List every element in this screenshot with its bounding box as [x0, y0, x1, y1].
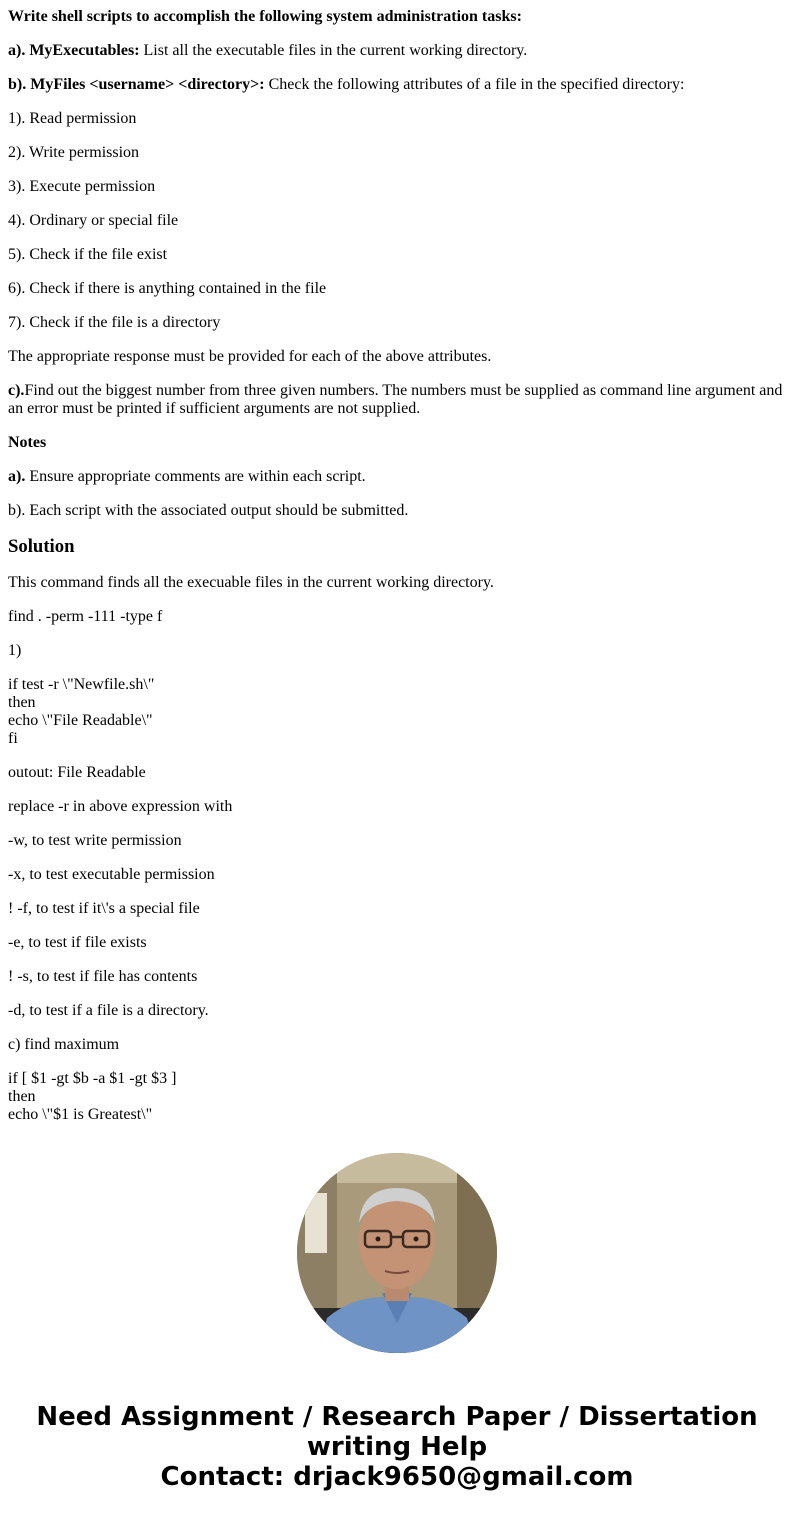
- replace-note: replace -r in above expression with: [8, 798, 233, 815]
- solution-heading: Solution: [8, 536, 75, 557]
- footer-banner: [0, 1402, 794, 1492]
- note-a: a). Ensure appropriate comments are within each script.: [8, 468, 366, 485]
- part-b: b). MyFiles <username> <directory>: Check the following attributes of a file in the specified directory:: [8, 76, 685, 93]
- author-avatar: [297, 1153, 497, 1353]
- code-line: if test -r \"Newfile.sh\": [8, 676, 155, 693]
- code-line: then: [8, 1088, 36, 1105]
- part-1-label: 1): [8, 642, 22, 659]
- option-item: ! -s, to test if file has contents: [8, 968, 198, 985]
- code-line: echo \"File Readable\": [8, 712, 153, 729]
- code-line: fi: [8, 730, 18, 747]
- footer-contact: Contact: drjack9650@gmail.com: [160, 1462, 634, 1492]
- code-line: if [ $1 -gt $b -a $1 -gt $3 ]: [8, 1070, 177, 1087]
- option-item: -d, to test if a file is a directory.: [8, 1002, 209, 1019]
- output-line: outout: File Readable: [8, 764, 146, 781]
- attribute-item: 7). Check if the file is a directory: [8, 314, 221, 331]
- solution-intro: This command finds all the execuable files in the current working directory.: [8, 574, 494, 591]
- attribute-item: 6). Check if there is anything contained in the file: [8, 280, 327, 297]
- note-b: b). Each script with the associated output should be submitted.: [8, 502, 409, 519]
- attribute-item: 2). Write permission: [8, 144, 140, 161]
- code-line: then: [8, 694, 36, 711]
- code-line: echo \"$1 is Greatest\": [8, 1106, 153, 1123]
- attribute-item: 4). Ordinary or special file: [8, 212, 179, 229]
- option-item: -e, to test if file exists: [8, 934, 147, 951]
- option-item: -w, to test write permission: [8, 832, 182, 849]
- footer-line: writing Help: [306, 1432, 488, 1462]
- code-block-readable: [8, 676, 786, 748]
- find-command: find . -perm -111 -type f: [8, 608, 163, 625]
- attribute-item: 3). Execute permission: [8, 178, 156, 195]
- code-block-maximum: [8, 1070, 786, 1123]
- option-item: ! -f, to test if it\'s a special file: [8, 900, 200, 917]
- part-c-solution-label: c) find maximum: [8, 1036, 120, 1053]
- question-intro: Write shell scripts to accomplish the following system administration tasks:: [8, 8, 522, 25]
- footer-line: Need Assignment / Research Paper / Dissertation: [36, 1402, 758, 1432]
- attribute-item: 5). Check if the file exist: [8, 246, 168, 263]
- notes-heading: Notes: [8, 434, 47, 451]
- part-c: c).Find out the biggest number from three given numbers. The numbers must be supplied as command line argument and an error must be printed if sufficient arguments are not supplied.: [8, 382, 783, 417]
- option-item: -x, to test executable permission: [8, 866, 215, 883]
- response-note: The appropriate response must be provided for each of the above attributes.: [8, 348, 492, 365]
- article-content: [8, 8, 786, 1123]
- portrait-image: [297, 1153, 497, 1353]
- part-a: a). MyExecutables: List all the executable files in the current working directory.: [8, 42, 528, 59]
- attribute-item: 1). Read permission: [8, 110, 137, 127]
